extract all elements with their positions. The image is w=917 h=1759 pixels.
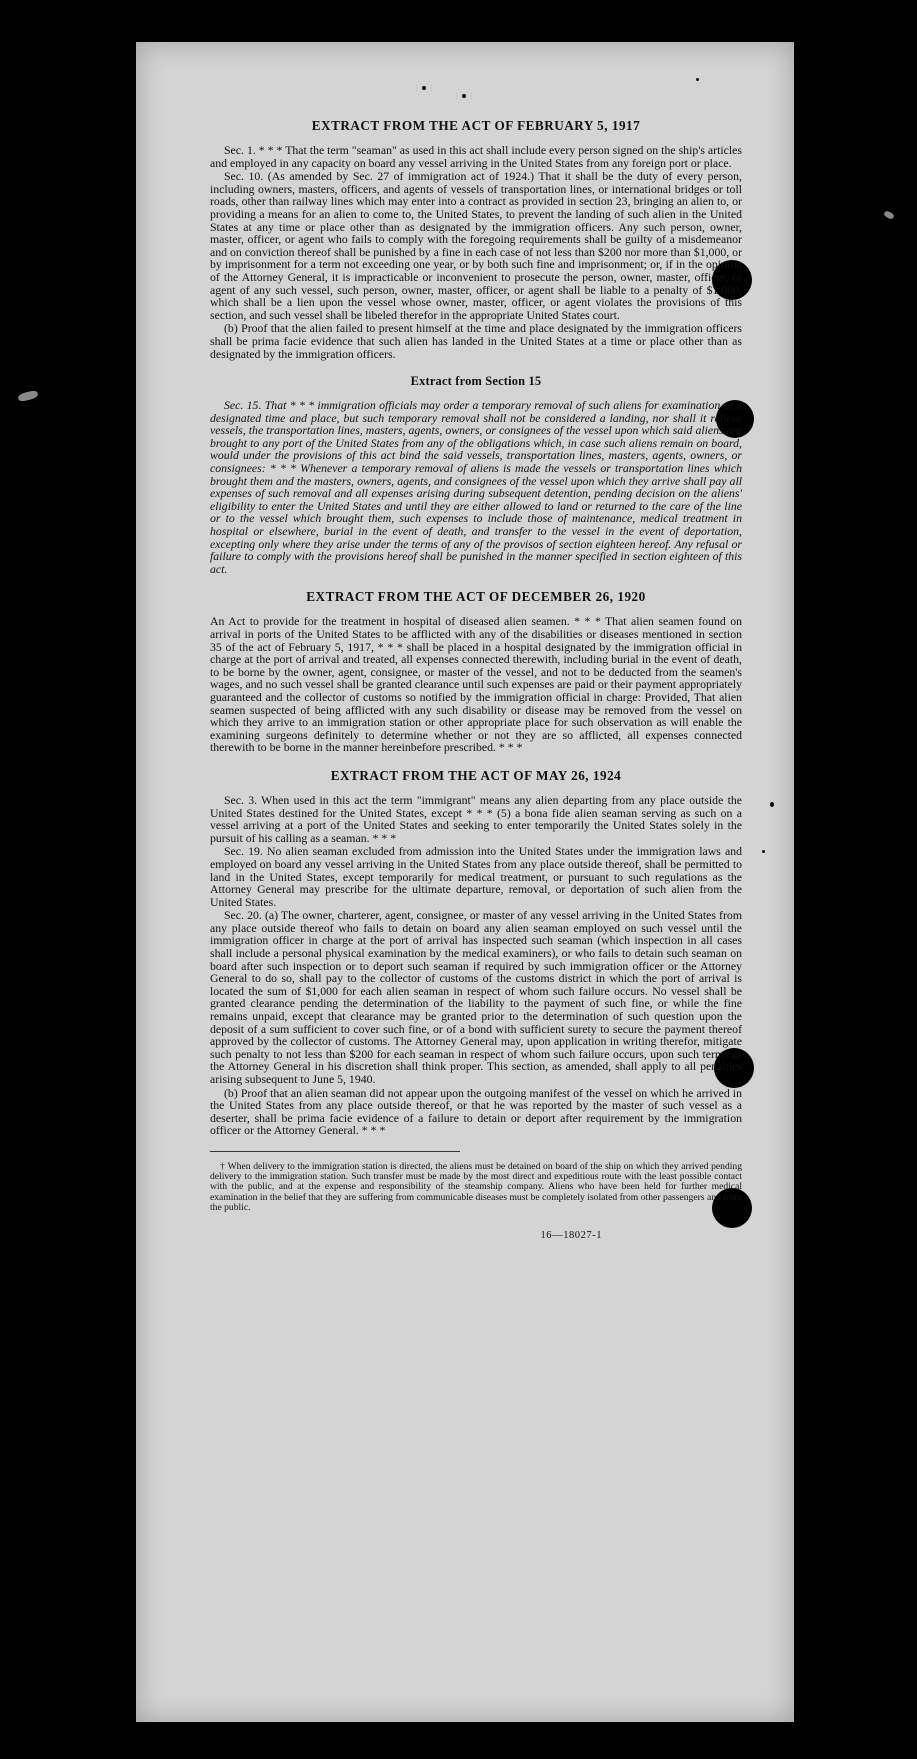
section-act-1917 — [210, 118, 742, 360]
scan-speck — [17, 390, 38, 403]
scan-speck — [462, 94, 466, 98]
footnote: † When delivery to the immigration station is directed, the aliens must be detained on board of the ship on which they arrived pending delivery to the immigration station. Such transfer must be made by the most direct and expeditious route with the least possible contact with the public, and at the expense and responsibility of the steamship company. Aliens who have been held for further medical examination in the belief that they are suffering from communicable diseases must be completely isolated from other passengers and from the public. — [210, 1160, 742, 1214]
paragraph-sec10-b: (b) Proof that the alien failed to present himself at the time and place designated by the immigration officers shall be prima facie evidence that such alien has landed in the United States at a time or place other than as designated by the immigration officers. — [210, 321, 742, 361]
paragraph-sec10: Sec. 10. (As amended by Sec. 27 of immigration act of 1924.) That it shall be the duty of every person, including owners, masters, officers, and agents of vessels of transportation lines, or international bridges or toll roads, other than railway lines which may enter into a contract as provided in section 23, bringing an alien to, or providing a means for an alien to come to, the United States, to prevent the landing of such alien in the United States at any time or place other than as designated by the immigration officers. Any such person, owner, master, officer, or agent who fails to comply with the foregoing requirements shall be guilty of a misdemeanor and on conviction thereof shall be punished by a fine in each case of not less than $200 nor more than $1,000, or by imprisonment for a term not exceeding one year, or by both such fine and imprisonment; or, if in the opinion of the Attorney General, it is impracticable or inconvenient to prosecute the person, owner, master, officer, or agent of any such vessel, such person, owner, master, officer, or agent shall be liable to a penalty of $1,000, which shall be a lien upon the vessel whose owner, master, officer, or agent violates the provisions of this section, and such vessel shall be libeled therefor in the appropriate United States court. — [210, 169, 742, 322]
heading-act-1924: EXTRACT FROM THE ACT OF MAY 26, 1924 — [330, 767, 622, 783]
form-code: 16—18027-1 — [540, 1229, 602, 1241]
section-act-1924 — [210, 768, 742, 1137]
heading-act-1917: EXTRACT FROM THE ACT OF FEBRUARY 5, 1917 — [311, 118, 641, 133]
section-act-1920 — [210, 589, 742, 754]
scan-speck — [422, 86, 426, 90]
paragraph-1920: An Act to provide for the treatment in hospital of diseased alien seamen. * * * That alien seamen found on arrival in ports of the United States to be afflicted with any of the disabilities or diseases mentioned in section 35 of the act of February 5, 1917, * * * shall be placed in a hospital designated by the immigration official in charge at the port of arrival and treated, all expenses connected therewith, including burial in the event of death, to be borne by the owner, agent, consignee, or master of the vessel, and not to be deducted from the seamen's wages, and no such vessel shall be granted clearance until such expenses are paid or their payment appropriately guaranteed and the collector of customs so notified by the immigration official in charge: Provided, That alien seamen suspected of being afflicted with any such disability or disease may be removed from the vessel on which they arrive to an immigration station or other appropriate place for such observation as will enable the examining surgeons definitely to determine whether or not they are so afflicted, all expenses connected therewith to be borne in the manner hereinbefore prescribed. * * * — [210, 614, 742, 755]
footnote-divider — [210, 1151, 460, 1152]
document-page — [136, 42, 794, 1722]
heading-sec15: Extract from Section 15 — [410, 374, 542, 389]
heading-act-1920: EXTRACT FROM THE ACT OF DECEMBER 26, 1920 — [306, 589, 646, 605]
paragraph-sec15: Sec. 15. That * * * immigration officials may order a temporary removal of such aliens for examination at a designated time and place, but such temporary removal shall not be considered a landing, nor shall it relieve vessels, the transportation lines, masters, agents, owners, or consignees of the vessel upon which said aliens are brought to any port of the United States from any of the obligations which, in case such aliens remain on board, would under the provisions of this act bind the said vessels, transportation lines, masters, agents, owners, or consignees: * * * Whenever a temporary removal of aliens is made the vessels or transportation lines which brought them and the masters, owners, agents, and consignees of the vessel upon which they arrive shall pay all expenses of such removal and all expenses arising during subsequent detention, pending decision on the aliens' eligibility to enter the United States and until they are either allowed to land or returned to the care of the line or to the vessel which brought them, such expenses to include those of maintenance, medical treatment in hospital or elsewhere, burial in the event of death, and transfer to the vessel in the event of deportation, excepting only where they arise under the terms of any of the provisos of section eighteen hereof. Any refusal or failure to comply with the provisions hereof shall be punished in the manner specified in section eighteen of this act. — [210, 398, 742, 576]
section-sec15 — [210, 374, 742, 575]
scan-speck — [883, 210, 895, 220]
paragraph-sec19: Sec. 19. No alien seaman excluded from admission into the United States under the immigration laws and employed on board any vessel arriving in the United States from any place outside thereof, shall be permitted to land in the United States, except temporarily for medical treatment, or pursuant to such regulations as the Attorney General may prescribe for the ultimate departure, removal, or deportation of such alien from the United States. — [210, 844, 742, 909]
paragraph-sec20b: (b) Proof that an alien seaman did not appear upon the outgoing manifest of the vessel on which he arrived in the United States from any place outside thereof, or that he was reported by the master of such vessel as a deserter, shall be prima facie evidence of a failure to detain or deport after requirement by the immigration officer or the Attorney General. * * * — [210, 1085, 742, 1138]
scan-speck — [696, 78, 699, 81]
scan-speck — [770, 802, 774, 807]
scan-speck — [762, 850, 765, 853]
paragraph-sec3: Sec. 3. When used in this act the term "immigrant" means any alien departing from any place outside the United States destined for the United States, except * * * (5) a bona fide alien seaman serving as such on a vessel arriving at a port of the United States and seeking to enter temporarily the United States solely in the pursuit of his calling as a seaman. * * * — [210, 792, 742, 845]
paragraph-sec1: Sec. 1. * * * That the term "seaman" as used in this act shall include every person signed on the ship's articles and employed in any capacity on board any vessel arriving in the United States from any foreign port or place. — [210, 143, 742, 170]
paragraph-sec20a: Sec. 20. (a) The owner, charterer, agent, consignee, or master of any vessel arriving in the United States from any place outside thereof who fails to detain on board any alien seaman employed on such vessel until the immigration officer in charge at the port of arrival has inspected such seaman (which inspection in all cases shall include a personal physical examination by the medical examiners), or who fails to detain such seaman on board after such inspection or to deport such seaman if required by such immigration officer or the Attorney General to do so, shall pay to the collector of customs of the customs district in which the port of arrival is located the sum of $1,000 for each alien seaman in respect of whom such failure occurs. No vessel shall be granted clearance pending the determination of the liability to the payment of such fine, or while the fine remains unpaid, except that clearance may be granted prior to the determination of such question upon the deposit of a sum sufficient to cover such fine, or of a bond with sufficient surety to secure the payment thereof approved by the collector of customs. The Attorney General may, upon application in writing therefor, mitigate such penalty to not less than $200 for each seaman in respect of whom such failure occurs, upon such terms as the Attorney General in his discretion shall think proper. This section, as amended, shall apply to all penalties arising subsequent to June 5, 1940. — [210, 908, 742, 1086]
document-body — [210, 118, 742, 1241]
